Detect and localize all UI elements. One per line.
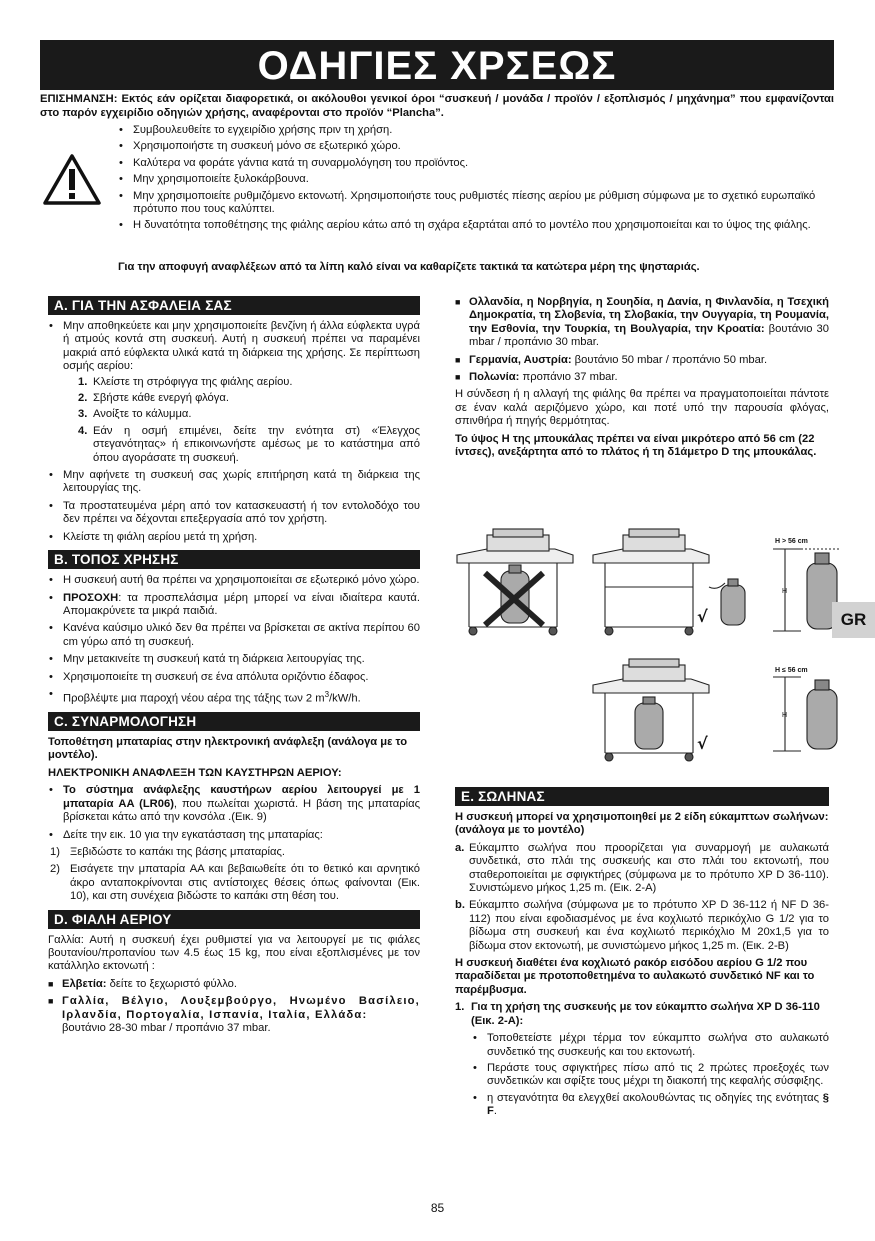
list-item: • Δείτε την εικ. 10 για την εγκατάσταση της μπαταρίας: <box>48 829 420 842</box>
list-item: 3. Ανοίξτε το κάλυμμα. <box>78 408 192 421</box>
list-item: • ΠΡΟΣΟΧΗ: τα προσπελάσιμα μέρη μπορεί να είναι ιδιαίτερα καυτά. Απομακρύνετε τα μικρά παιδιά. <box>48 592 420 619</box>
section-b-heading: B. ΤΟΠΟΣ ΧΡΗΣΗΣ <box>48 550 420 569</box>
list-item: 4. Εάν η οσμή επιμένει, δείτε την ενότητα στ) «Έλεγχος στεγανότητας» ή επικοινωνήστε αμέσως με το κατάστημα από όπου αγοράσατε τη συσκευή. <box>78 424 420 464</box>
cylinder-placement-figures <box>455 527 855 777</box>
list-item: • Κλείστε τη φιάλη αερίου μετά τη χρήση. <box>48 531 420 544</box>
france-paragraph: Γαλλία: Αυτή η συσκευή έχει ρυθμιστεί για να λειτουργεί με τις φιάλες βουτανίου/προπανίου των 4.5 έως 15 kg, που είναι εξοπλισμένες με τον κατάλληλο εκτονωτή : <box>48 933 420 973</box>
list-item: 2. Σβήστε κάθε ενεργή φλόγα. <box>78 392 229 405</box>
list-item: • Το σύστημα ανάφλεξης καυστήρων αερίου λειτουργεί με 1 μπαταρία AA (LR06), που πωλείται χωριστά. Η βάση της μπαταρίας βρίσκεται κάτω από την κονσόλα .(Εικ. 9) <box>48 784 420 824</box>
section-a-heading: A. ΓΙΑ ΤΗΝ ΑΣΦΑΛΕΙΑ ΣΑΣ <box>48 296 420 315</box>
list-item: b. Εύκαμπτο σωλήνα (σύμφωνα με το πρότυπο XP D 36-112 ή NF D 36-112) που είναι εφοδιασμένος με ένα κοχλιωτό περικόχλιο G 1/2 για το βίδωμα στη συσκευή και ένα κοχλιωτό περικόχλιο M 20x1,5 για το βίδωμα στον εκτονωτή, με συνιστώμενο μήκος 1,25 m. (Εικ. 2-B) <box>455 899 829 952</box>
check-mark-icon: √ <box>697 734 708 753</box>
list-item: 2) Εισάγετε την μπαταρία AA και βεβαιωθείτε ότι το θετικό και αρνητικό άκρο ανταποκρίνονται στις αντίστοιχες θέσεις όπως φαίνονται (Εικ. 10), και στη συνέχεια βιδώστε το καπάκι στη θέση του. <box>50 863 420 903</box>
cylinder-height-note: Το ύψος H της μπουκάλας πρέπει να είναι μικρότερο από 56 cm (22 ίντσες), ανεξάρτητα από το πλάτος ή τη δ1άμετρο D της μπουκάλας. <box>455 432 817 459</box>
hose-step-1: 1. Για τη χρήση της συσκευής με τον εύκαμπτο σωλήνα XP D 36-110 (Εικ. 2-A): <box>455 1001 820 1027</box>
intro-notice: ΕΠΙΣΗΜΑΝΣΗ: Εκτός εάν ορίζεται διαφορετικά, οι ακόλουθοι γενικοί όροι “συσκευή / μονάδα / προϊόν / εξοπλισμός / μηχάνημα” που εμφανίζονται στο παρόν εγχειρίδιο οδηγιών χρήσης, αναφέρονται στο προϊόν “Plancha”. <box>40 93 834 119</box>
list-item: • Μην αφήνετε τη συσκευή σας χωρίς επιτήρηση κατά τη διάρκεια της λειτουργίας της. <box>48 469 420 496</box>
list-item: • Μην χρησιμοποιείτε ρυθμιζόμενο εκτονωτή. Χρησιμοποιήστε τους ρυθμιστές πίεσης αερίου με ρύθμιση σύμφωνα με το σχετικό ευρωπαϊκό πρότυπο που τους καλύπτει. <box>118 190 834 217</box>
list-item: • Τοποθετείστε μέχρι τέρμα τον εύκαμπτο σωλήνα στο αυλακωτό συνδετικό της συσκευής και του εκτονωτή. <box>471 1032 829 1059</box>
right-column <box>455 296 829 463</box>
left-column <box>48 296 420 1039</box>
list-item: • Τα προστατευμένα μέρη από τον κατασκευαστή ή τον εντολοδόχο του δεν πρέπει να δέχονται επεξεργασία από τον χρήστη. <box>48 500 420 527</box>
list-item: • Περάστε τους σφιγκτήρες πίσω από τις 2 πρώτες προεξοχές των συνδετικών και σφίξτε τους μέχρι τη διακοπή της κεφαλής σύσφιξης. <box>471 1062 829 1089</box>
hose-types-heading: Η συσκευή μπορεί να χρησιμοποιηθεί με 2 είδη εύκαμπτων σωλήνων: (ανάλογα με το μοντέλο) <box>455 811 829 837</box>
height-label-top: H > 56 cm <box>775 538 808 545</box>
height-marker: H <box>782 712 788 719</box>
intro-bold-note: Για την αποφυγή αναφλέξεων από τα λίπη καλό είναι να καθαρίζετε τακτικά τα κατώτερα μέρη της ψησταριάς. <box>118 261 700 273</box>
list-item: • Μην μετακινείτε τη συσκευή κατά τη διάρκεια λειτουργίας της. <box>48 653 420 666</box>
hose-substeps <box>455 1032 829 1118</box>
list-item: 1) Ξεβιδώστε το καπάκι της βάσης μπαταρίας. <box>50 845 285 858</box>
inlet-fitting-note: Η συσκευή διαθέτει ένα κοχλιωτό ρακόρ εισόδου αερίου G 1/2 που παραδίδεται με προτοποθετημένα το αυλακωτό συνδετικό NF και το παρέμβυσμα. <box>455 957 815 996</box>
gas-cylinder-illustration <box>709 579 745 625</box>
intro-list <box>118 124 834 236</box>
page-title: ΟΔΗΓΙΕΣ ΧΡΣΕΩΣ <box>40 40 834 90</box>
section-c-heading: C. ΣΥΝΑΡΜΟΛΟΓΗΣΗ <box>48 712 420 731</box>
list-item: ■ Ολλανδία, η Νορβηγία, η Σουηδία, η Δανία, η Φινλανδία, η Τσεχική Δημοκρατία, τη Σλοβενία, τη Σλοβακία, την Ουγγαρία, τη Ρουμανία, την Εσθονία, την Τουρκία, τη Βουλγαρία, την Κροατία: βουτάνιο 30 mbar / προπάνιο 30 mbar. <box>455 296 829 350</box>
list-item: • η στεγανότητα θα ελεγχθεί ακολουθώντας τις οδηγίες της ενότητας § F. <box>471 1092 829 1119</box>
list-item: ■ Ελβετία: δείτε το ξεχωριστό φύλλο. <box>48 978 420 991</box>
list-item: ■ Γερμανία, Αυστρία: βουτάνιο 50 mbar / προπάνιο 50 mbar. <box>455 354 829 367</box>
gas-leak-steps <box>63 376 420 465</box>
list-item: • Χρησιμοποιήστε τη συσκευή μόνο σε εξωτερικό χώρο. <box>118 140 834 153</box>
battery-steps <box>48 846 420 904</box>
gas-cylinder-illustration <box>635 697 663 749</box>
list-item: ■ Γαλλία, Βέλγιο, Λουξεμβούργο, Ηνωμένο Βασίλειο, Ιρλανδία, Πορτογαλία, Ισπανία, Ιταλία, Ελλάδα: βουτάνιο 28-30 mbar / προπάνιο 37 mbar. <box>48 995 420 1035</box>
list-item: • Μην αποθηκεύετε και μην χρησιμοποιείτε βενζίνη ή άλλα εύφλεκτα υγρά ή ατμούς κοντά στη συσκευή. Αυτή η συσκευή πρέπει να παραμένει μακριά από εύφλεκτα υλικά κατά τη διάρκεια της χρήσης. Σε περίπτωση οσμής αερίου: 1. Κλείστε τη στρόφιγγα της φιάλης αερίου. 2. Σβήστε κάθε ενεργή φλόγα. 3. Ανοίξτε το κάλυμμα. 4. Εάν η οσμή επιμένει, δείτε την ενότητα στ) «Έλεγχος στεγανότητας» ή επικοινωνήστε αμέσως με το κατάστημα από όπου αγοράσατε τη συσκευή. <box>48 320 420 465</box>
height-marker: H <box>782 588 788 595</box>
list-item: • Συμβουλευθείτε το εγχειρίδιο χρήσης πριν τη χρήση. <box>118 124 834 137</box>
list-item: • Καλύτερα να φοράτε γάντια κατά τη συναρμολόγηση του προϊόντος. <box>118 157 834 170</box>
list-item: • Χρησιμοποιείτε τη συσκευή σε ένα απόλυτα οριζόντιο έδαφος. <box>48 671 420 684</box>
section-d-heading: D. ΦΙΑΛΗ ΑΕΡΙΟΥ <box>48 910 420 929</box>
list-item: • Μην χρησιμοποιείτε ξυλοκάρβουνα. <box>118 173 834 186</box>
list-item: • Προβλέψτε μια παροχή νέου αέρα της τάξης των 2 $m^3/kW/h$. <box>48 688 420 706</box>
check-mark-icon: √ <box>697 607 708 626</box>
cylinder-connection-paragraph: Η σύνδεση ή η αλλαγή της φιάλης θα πρέπει να πραγματοποιείται πάντοτε σε έναν καλά αεριζόμενο χώρο, και ποτέ υπό την παρουσία φλόγας, σπινθήρα ή πηγής θερμότητας. <box>455 388 829 428</box>
ignition-heading: ΗΛΕΚΤΡΟΝΙΚΗ ΑΝΑΦΛΕΞΗ ΤΩΝ ΚΑΥΣΤΗΡΩΝ ΑΕΡΙΟΥ: <box>48 766 342 779</box>
battery-heading: Τοποθέτηση μπαταρίας στην ηλεκτρονική ανάφλεξη (ανάλογα με το μοντέλο). <box>48 736 408 762</box>
grill-illustration <box>593 529 709 635</box>
warning-triangle-icon <box>42 153 102 207</box>
list-item: • Η συσκευή αυτή θα πρέπει να χρησιμοποιείται σε εξωτερικό μόνο χώρο. <box>48 574 420 587</box>
list-item: • Κανένα καύσιμο υλικό δεν θα πρέπει να βρίσκεται σε ακτίνα περίπου 60 cm γύρω από τη συσκευή. <box>48 622 420 649</box>
list-item: • Η δυνατότητα τοποθέτησης της φιάλης αερίου κάτω από τη σχάρα εξαρτάται από το μοντέλο που χρησιμοποιείται και το ύψος της φιάλης. <box>118 219 834 232</box>
list-item: a. Εύκαμπτο σωλήνα που προορίζεται για συναρμογή με αυλακωτά συνδετικά, στο πλάι της συσκευής και στο πλάι του εκτονωτή, που σταθεροποιείται με σφιγκτήρες (σύμφωνα με το πρότυπο XP D 36-110). Συνιστώμενο μήκος 1,25 m. (Εικ. 2-A) <box>455 841 829 895</box>
section-e-heading: E. ΣΩΛΗΝΑΣ <box>455 787 829 806</box>
height-label-bottom: H ≤ 56 cm <box>775 667 808 674</box>
hose-types-list <box>455 842 829 953</box>
list-item: 1. Κλείστε τη στρόφιγγα της φιάλης αερίου. <box>78 375 293 388</box>
section-e <box>455 787 829 1122</box>
page-number: 85 <box>430 1201 445 1215</box>
list-item: ■ Πολωνία: προπάνιο 37 mbar. <box>455 371 829 384</box>
language-tab: GR <box>832 602 875 638</box>
